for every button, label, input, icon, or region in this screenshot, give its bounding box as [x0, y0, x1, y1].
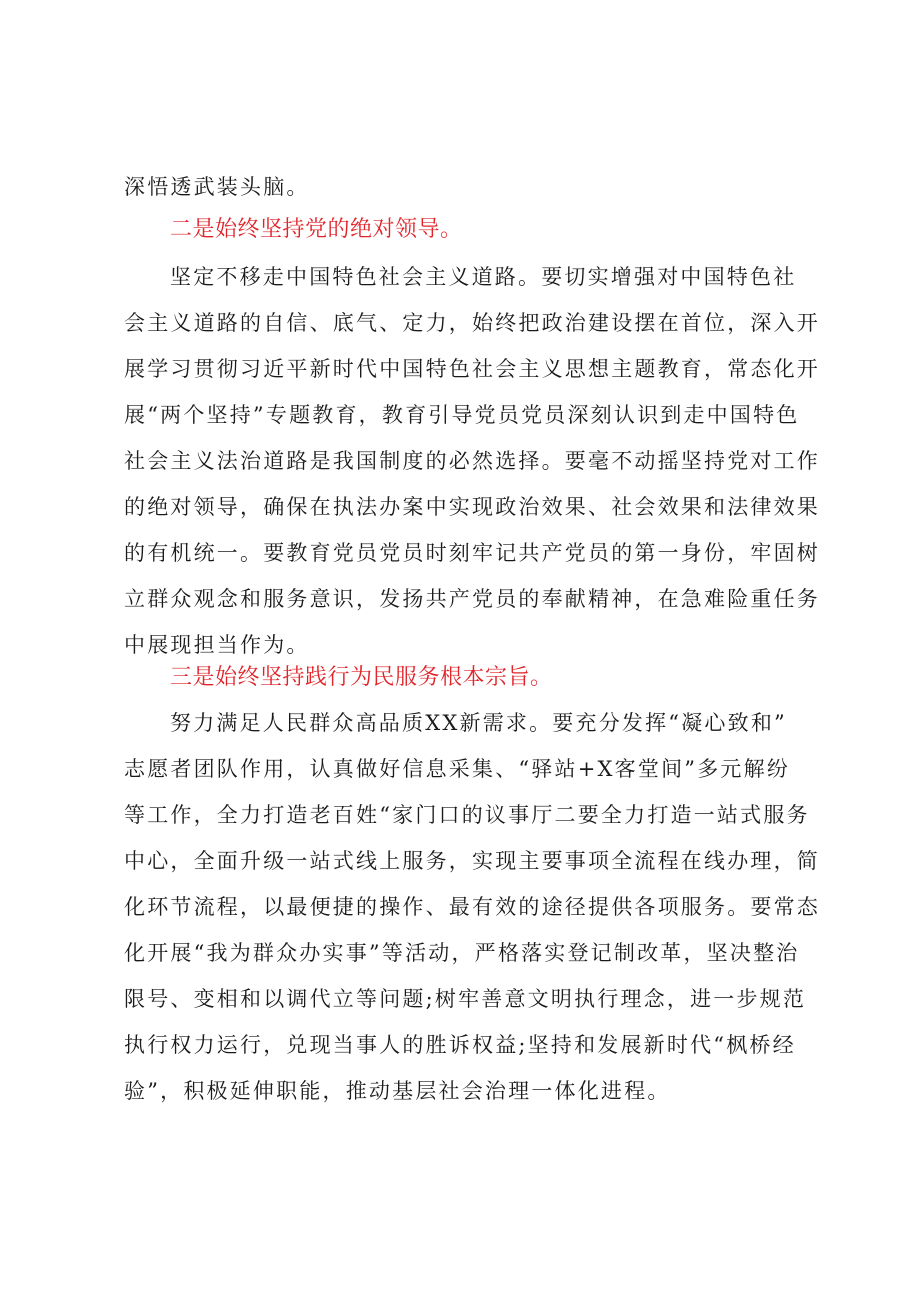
- section-2-heading: 二是始终坚持党的绝对领导。: [170, 217, 463, 242]
- paragraph-line: 等工作，全力打造老百姓“家门口的议事厅二要全力打造一站式服务: [124, 803, 810, 827]
- intro-line: 深悟透武装头脑。: [124, 175, 310, 199]
- section-3-paragraph: [124, 700, 820, 1114]
- paragraph-line: 中心，全面升级一站式线上服务，实现主要事项全流程在线办理，简: [124, 849, 820, 873]
- intro-paragraph: [124, 164, 812, 210]
- paragraph-line: 努力满足人民群众高品质XX新需求。要充分发挥“凝心致和”: [170, 711, 787, 735]
- paragraph-line: 展“两个坚持”专题教育，教育引导党员党员深刻认识到走中国特色: [124, 403, 800, 427]
- paragraph-line: 的绝对领导，确保在执法办案中实现政治效果、社会效果和法律效果: [124, 495, 820, 519]
- paragraph-line: 限号、变相和以调代立等问题;树牢善意文明执行理念，进一步规范: [124, 987, 807, 1011]
- paragraph-line: 化环节流程，以最便捷的操作、最有效的途径提供各项服务。要常态: [124, 895, 820, 919]
- paragraph-line: 展学习贯彻习近平新时代中国特色社会主义思想主题教育，常态化开: [124, 357, 820, 381]
- paragraph-line: 执行权力运行，兑现当事人的胜诉权益;坚持和发展新时代“枫桥经: [124, 1033, 796, 1057]
- paragraph-line: 志愿者团队作用，认真做好信息采集、“驿站+X客堂间”多元解纷: [124, 757, 791, 781]
- paragraph-line: 坚定不移走中国特色社会主义道路。要切实增强对中国特色社: [170, 265, 797, 289]
- paragraph-line: 的有机统一。要教育党员党员时刻牢记共产党员的第一身份，牢固树: [124, 541, 820, 565]
- section-3-heading: 三是始终坚持践行为民服务根本宗旨。: [170, 665, 553, 690]
- paragraph-line: 会主义道路的自信、底气、定力，始终把政治建设摆在首位，深入开: [124, 311, 820, 335]
- paragraph-line: 化开展“我为群众办实事”等活动，严格落实登记制改革，坚决整治: [124, 941, 800, 965]
- paragraph-line: 中展现担当作为。: [124, 633, 310, 657]
- paragraph-line: 立群众观念和服务意识，发扬共产党员的奉献精神，在急难险重任务: [124, 587, 820, 611]
- paragraph-line: 验”，积极延伸职能，推动基层社会治理一体化进程。: [124, 1079, 671, 1103]
- section-2-paragraph: [124, 254, 820, 668]
- paragraph-line: 社会主义法治道路是我国制度的必然选择。要毫不动摇坚持党对工作: [124, 449, 820, 473]
